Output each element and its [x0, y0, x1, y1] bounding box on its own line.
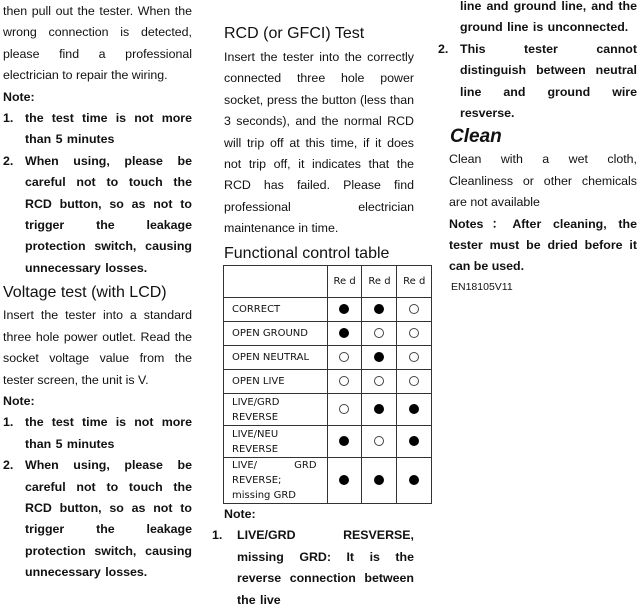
- note-text: the test time is not more than 5 minutes: [25, 415, 192, 451]
- indicator-cell: [397, 394, 432, 426]
- indicator-cell: [327, 298, 362, 322]
- indicator-unlit-icon: [374, 376, 384, 386]
- note-number: 2.: [438, 41, 449, 56]
- row-label: OPEN NEUTRAL: [224, 346, 328, 370]
- note-number: 1.: [212, 528, 223, 543]
- indicator-lit-icon: [409, 475, 419, 485]
- intro-paragraph: wrong connection is detected, please find a professional electrician to repair the wiring.: [3, 25, 192, 83]
- indicator-unlit-icon: [409, 352, 419, 362]
- indicator-cell: [397, 426, 432, 458]
- note-label: Note:: [3, 393, 35, 408]
- indicator-unlit-icon: [409, 304, 419, 314]
- indicator-lit-icon: [339, 328, 349, 338]
- rcd-test-body: Insert the tester into the correctly connected three hole power socket, press the button (less than 3 seconds), and the normal RCD will trip off at this time, if it does not trip off, it indicates that the RCD has failed. Please find professional electrician maintenance in time.: [224, 50, 414, 236]
- note-text: When using, please be careful not to touch the RCD button, so as not to trigger the leakage protection switch, causing unnecessary losses.: [25, 458, 192, 580]
- clean-heading: Clean: [450, 126, 502, 148]
- note-list: [3, 412, 192, 583]
- row-label: [224, 458, 328, 504]
- row-label-line: REVERSE;: [232, 475, 282, 486]
- intro-line: then pull out the tester. When the: [3, 4, 192, 18]
- row-label-line: missing GRD: [232, 490, 296, 501]
- indicator-cell: [362, 458, 397, 504]
- row-label: LIVE/GRD REVERSE: [224, 394, 328, 426]
- note-item-continuation: [438, 0, 637, 39]
- table-header-row: [224, 266, 432, 298]
- indicator-cell: [397, 346, 432, 370]
- clean-notes: [449, 214, 637, 278]
- note-item: [438, 39, 637, 125]
- note-number: 2.: [3, 153, 14, 168]
- indicator-unlit-icon: [374, 436, 384, 446]
- indicator-lit-icon: [409, 436, 419, 446]
- header-cell-blank: [224, 266, 328, 298]
- table-row: [224, 322, 432, 346]
- indicator-lit-icon: [374, 304, 384, 314]
- header-cell-indicator: Re d: [327, 266, 362, 298]
- table-row: [224, 346, 432, 370]
- row-label: CORRECT: [224, 298, 328, 322]
- indicator-lit-icon: [339, 304, 349, 314]
- middle-notes: [212, 504, 414, 611]
- note-number: 1.: [3, 111, 14, 126]
- note-list: [3, 108, 192, 279]
- left-column: [3, 0, 192, 584]
- table-row: [224, 298, 432, 322]
- indicator-unlit-icon: [339, 352, 349, 362]
- indicator-cell: [397, 298, 432, 322]
- indicator-unlit-icon: [409, 328, 419, 338]
- indicator-lit-icon: [409, 404, 419, 414]
- voltage-test-body: Insert the tester into a standard three hole power outlet. Read the socket voltage value from the tester screen, the unit is V.: [3, 308, 192, 387]
- note-label: Note:: [224, 507, 256, 521]
- row-label-line: LIVE/ GRD: [232, 460, 317, 471]
- note-number: 2.: [3, 458, 14, 473]
- indicator-cell: [362, 346, 397, 370]
- note-text: This tester cannot distinguish between neutral line and ground wire resverse.: [460, 41, 637, 121]
- indicator-cell: [362, 394, 397, 426]
- indicator-cell: [327, 370, 362, 394]
- note-text: When using, please be careful not to touch the RCD button, so as not to trigger the leakage protection switch, causing unnecessary losses.: [25, 153, 192, 275]
- indicator-lit-icon: [374, 352, 384, 362]
- indicator-cell: [397, 458, 432, 504]
- indicator-cell: [327, 426, 362, 458]
- indicator-cell: [362, 370, 397, 394]
- document-code: EN18105V11: [451, 280, 513, 293]
- indicator-cell: [327, 458, 362, 504]
- indicator-unlit-icon: [374, 328, 384, 338]
- clean-body: Clean with a wet cloth, Cleanliness or other chemicals are not available: [449, 152, 637, 210]
- row-label: OPEN GROUND: [224, 322, 328, 346]
- note-item: [3, 108, 192, 151]
- note-number: 1.: [3, 415, 14, 430]
- note-list: [438, 0, 637, 124]
- table-row: [224, 370, 432, 394]
- table-row: [224, 426, 432, 458]
- functional-control-table: [223, 265, 432, 504]
- indicator-cell: [362, 298, 397, 322]
- note-list: [212, 525, 414, 611]
- note-label: Note:: [3, 89, 35, 104]
- note-text: the test time is not more than 5 minutes: [25, 111, 192, 147]
- note-text: LIVE/GRD RESVERSE, missing GRD: It is the reverse connection between the live: [237, 528, 414, 607]
- note-item: [3, 412, 192, 455]
- header-cell-indicator: Re d: [362, 266, 397, 298]
- table-heading: Functional control table: [224, 244, 390, 262]
- indicator-cell: [327, 346, 362, 370]
- clean-section: [449, 149, 637, 295]
- indicator-lit-icon: [339, 436, 349, 446]
- indicator-unlit-icon: [339, 404, 349, 414]
- indicator-cell: [327, 322, 362, 346]
- indicator-unlit-icon: [339, 376, 349, 386]
- note-text: line and ground line, and the ground line is unconnected.: [460, 0, 637, 35]
- indicator-lit-icon: [339, 475, 349, 485]
- rcd-test-heading: RCD (or GFCI) Test: [224, 25, 365, 42]
- table-row: [224, 458, 432, 504]
- indicator-cell: [327, 394, 362, 426]
- indicator-cell: [397, 370, 432, 394]
- row-label: LIVE/NEU REVERSE: [224, 426, 328, 458]
- row-label: OPEN LIVE: [224, 370, 328, 394]
- indicator-cell: [362, 322, 397, 346]
- note-item: [212, 525, 414, 611]
- indicator-lit-icon: [374, 475, 384, 485]
- indicator-lit-icon: [374, 404, 384, 414]
- clean-notes-label: Notes：: [449, 216, 513, 231]
- right-column: [438, 0, 637, 296]
- clean-notes-text: After cleaning, the tester must be dried before it can be used.: [449, 216, 637, 274]
- indicator-unlit-icon: [409, 376, 419, 386]
- note-item: [3, 151, 192, 279]
- indicator-cell: [397, 322, 432, 346]
- middle-column: [224, 22, 414, 266]
- header-cell-indicator: Re d: [397, 266, 432, 298]
- note-item: [3, 455, 192, 583]
- table-row: [224, 394, 432, 426]
- voltage-test-heading: Voltage test (with LCD): [3, 284, 167, 302]
- indicator-cell: [362, 426, 397, 458]
